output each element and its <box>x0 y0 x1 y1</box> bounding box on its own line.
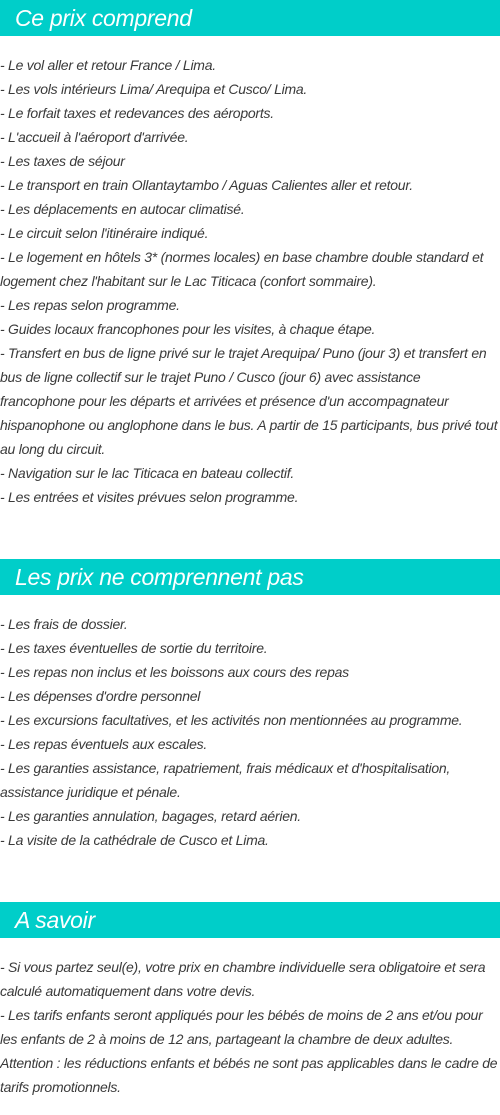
list-item: - Les tarifs enfants seront appliqués pour les bébés de moins de 2 ans et/ou pour les enfants de 2 à moins de 12 ans, partageant la chambre de deux adultes. <box>0 1007 483 1047</box>
list-item: - Transfert en bus de ligne privé sur le trajet Arequipa/ Puno (jour 3) et transfert en bus de ligne collectif sur le trajet Puno / Cusco (jour 6) avec assistance francophone pour les départs et arrivées et présence d'un accompagnateur hispanophone ou anglophone dans le bus. A partir de 15 participants, bus privé tout au long du circuit. <box>0 345 498 457</box>
list-item: - Le logement en hôtels 3* (normes locales) en base chambre double standard et logement chez l'habitant sur le Lac Titicaca (confort sommaire). <box>0 249 484 289</box>
list-item: - Guides locaux francophones pour les visites, à chaque étape. <box>0 321 376 337</box>
list-item: - Le transport en train Ollantaytambo / Aguas Calientes aller et retour. <box>0 177 413 193</box>
section-not-included <box>0 559 500 852</box>
list-item: - Les dépenses d'ordre personnel <box>0 688 201 704</box>
list-item: - Les excursions facultatives, et les activités non mentionnées au programme. <box>0 712 463 728</box>
list-item: - Les frais de dossier. <box>0 616 128 632</box>
list-item: - La visite de la cathédrale de Cusco et Lima. <box>0 832 269 848</box>
list-item: - Les repas éventuels aux escales. <box>0 736 208 752</box>
list-item: - L'accueil à l'aéroport d'arrivée. <box>0 129 189 145</box>
section-included <box>0 0 500 509</box>
list-item: - Les garanties assistance, rapatriement, frais médicaux et d'hospitalisation, assistance juridique et pénale. <box>0 760 451 800</box>
list-item: - Les déplacements en autocar climatisé. <box>0 201 245 217</box>
list-item: - Navigation sur le lac Titicaca en bateau collectif. <box>0 465 294 481</box>
list-item: - Le circuit selon l'itinéraire indiqué. <box>0 225 209 241</box>
list-item: Attention : les réductions enfants et bébés ne sont pas applicables dans le cadre de tarifs promotionnels. <box>0 1055 498 1095</box>
included-list <box>0 53 500 509</box>
not-included-list <box>0 612 500 852</box>
list-item: - Les entrées et visites prévues selon programme. <box>0 489 299 505</box>
list-item: - Les vols intérieurs Lima/ Arequipa et Cusco/ Lima. <box>0 81 308 97</box>
list-item: - Le vol aller et retour France / Lima. <box>0 57 216 73</box>
list-item: - Les taxes éventuelles de sortie du territoire. <box>0 640 268 656</box>
list-item: - Les taxes de séjour <box>0 153 125 169</box>
section-title: Ce prix comprend <box>0 0 500 36</box>
list-item: - Les repas selon programme. <box>0 297 180 313</box>
list-item: - Le forfait taxes et redevances des aéroports. <box>0 105 274 121</box>
list-item: - Si vous partez seul(e), votre prix en chambre individuelle sera obligatoire et sera calculé automatiquement dans votre devis. <box>0 959 486 999</box>
section-good-to-know <box>0 902 500 1099</box>
list-item: - Les repas non inclus et les boissons aux cours des repas <box>0 664 349 680</box>
list-item: - Les garanties annulation, bagages, retard aérien. <box>0 808 301 824</box>
section-title: A savoir <box>0 902 500 938</box>
section-title: Les prix ne comprennent pas <box>0 559 500 595</box>
good-to-know-list <box>0 955 500 1099</box>
